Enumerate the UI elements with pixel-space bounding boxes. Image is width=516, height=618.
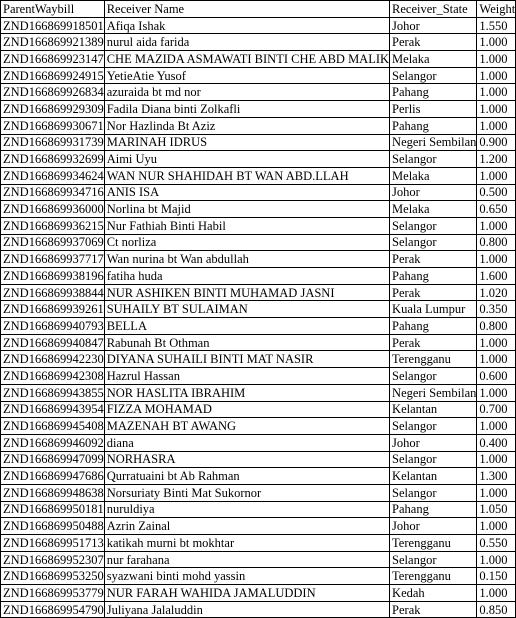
receiver-name-cell[interactable] <box>104 101 389 118</box>
table-row <box>1 301 516 318</box>
receiver-name-cell[interactable] <box>104 17 389 34</box>
receiver-name-cell[interactable] <box>104 184 389 201</box>
waybill-cell[interactable]: ZND166869943855 <box>1 384 105 401</box>
weight-cell[interactable]: 1.300 <box>477 468 516 485</box>
receiver-name-text: Azrin Zainal <box>106 519 171 534</box>
table-row <box>1 117 516 134</box>
receiver-name-text: DIYANA SUHAILI BINTI MAT NASIR <box>106 352 314 367</box>
receiver-state-cell[interactable]: Terengganu <box>390 351 477 368</box>
receiver-state-cell[interactable]: Negeri Sembilan <box>390 134 477 151</box>
receiver-name-cell[interactable] <box>104 434 389 451</box>
table-row <box>1 17 516 34</box>
receiver-state-cell[interactable]: Perak <box>390 601 477 618</box>
table-row <box>1 217 516 234</box>
receiver-name-text: Hazrul Hassan <box>106 368 180 383</box>
receiver-name-text: NUR ASHIKEN BINTI MUHAMAD JASNI <box>106 285 335 300</box>
receiver-name-text: Wan nurina bt Wan abdullah <box>106 252 249 267</box>
receiver-state-cell[interactable]: Melaka <box>390 201 477 218</box>
receiver-name-text: FIZZA MOHAMAD <box>106 402 212 417</box>
weight-cell[interactable]: 1.000 <box>477 551 516 568</box>
receiver-name-text: BELLA <box>106 318 147 333</box>
receiver-state-cell[interactable]: Selangor <box>390 551 477 568</box>
table-row <box>1 101 516 118</box>
receiver-state-cell[interactable]: Johor <box>390 17 477 34</box>
weight-cell[interactable]: 0.550 <box>477 535 516 552</box>
table-row <box>1 201 516 218</box>
waybill-cell[interactable]: ZND166869938196 <box>1 268 105 285</box>
table-row <box>1 401 516 418</box>
weight-cell[interactable]: 1.600 <box>477 268 516 285</box>
receiver-state-cell[interactable]: Selangor <box>390 67 477 84</box>
receiver-state-cell[interactable]: Selangor <box>390 151 477 168</box>
waybill-cell[interactable]: ZND166869931739 <box>1 134 105 151</box>
table-row <box>1 67 516 84</box>
receiver-name-text: Nur Fathiah Binti Habil <box>106 218 226 233</box>
weight-cell[interactable]: 1.000 <box>477 585 516 602</box>
receiver-state-cell[interactable]: Selangor <box>390 418 477 435</box>
receiver-state-cell[interactable]: Kuala Lumpur <box>390 301 477 318</box>
receiver-name-cell[interactable] <box>104 51 389 68</box>
receiver-name-text: ANIS ISA <box>106 185 160 200</box>
column-header-parent-waybill[interactable]: ParentWaybill <box>1 1 105 18</box>
waybill-cell[interactable]: ZND166869936215 <box>1 217 105 234</box>
weight-cell[interactable]: 1.050 <box>477 501 516 518</box>
receiver-state-cell[interactable]: Perak <box>390 334 477 351</box>
waybill-cell[interactable]: ZND166869953779 <box>1 585 105 602</box>
table-row <box>1 318 516 335</box>
receiver-state-cell[interactable]: Selangor <box>390 484 477 501</box>
table-row <box>1 468 516 485</box>
weight-cell[interactable]: 1.000 <box>477 451 516 468</box>
receiver-name-text: Qurratuaini bt Ab Rahman <box>106 469 240 484</box>
waybill-cell[interactable]: ZND166869938844 <box>1 284 105 301</box>
weight-cell[interactable]: 1.000 <box>477 334 516 351</box>
weight-cell[interactable]: 1.000 <box>477 34 516 51</box>
weight-cell[interactable]: 1.000 <box>477 101 516 118</box>
weight-cell[interactable]: 1.550 <box>477 17 516 34</box>
weight-cell[interactable]: 1.000 <box>477 117 516 134</box>
receiver-state-cell[interactable]: Pahang <box>390 84 477 101</box>
receiver-name-cell[interactable] <box>104 268 389 285</box>
table-row <box>1 434 516 451</box>
receiver-name-text: syazwani binti mohd yassin <box>106 569 246 584</box>
receiver-name-cell[interactable] <box>104 251 389 268</box>
weight-cell[interactable]: 0.900 <box>477 134 516 151</box>
waybill-cell[interactable]: ZND166869947686 <box>1 468 105 485</box>
weight-cell[interactable]: 1.020 <box>477 284 516 301</box>
receiver-state-cell[interactable]: Selangor <box>390 234 477 251</box>
receiver-name-cell[interactable] <box>104 501 389 518</box>
receiver-state-cell[interactable]: Johor <box>390 184 477 201</box>
waybill-cell[interactable]: ZND166869939261 <box>1 301 105 318</box>
weight-cell[interactable]: 1.000 <box>477 251 516 268</box>
column-header-receiver-state[interactable]: Receiver_State <box>390 1 477 18</box>
receiver-name-text: Ct norliza <box>106 235 157 250</box>
weight-cell[interactable]: 1.000 <box>477 384 516 401</box>
receiver-name-text: MAZENAH BT AWANG <box>106 419 237 434</box>
receiver-name-cell[interactable] <box>104 34 389 51</box>
receiver-name-text: Rabunah Bt Othman <box>106 335 210 350</box>
waybill-cell[interactable]: ZND166869934624 <box>1 167 105 184</box>
receiver-name-text: fatiha huda <box>106 268 163 283</box>
receiver-name-cell[interactable] <box>104 67 389 84</box>
receiver-state-cell[interactable]: Perak <box>390 284 477 301</box>
weight-cell[interactable]: 0.650 <box>477 201 516 218</box>
receiver-name-text: Nor Hazlinda Bt Aziz <box>106 118 216 133</box>
receiver-state-cell[interactable]: Perak <box>390 34 477 51</box>
table-row <box>1 251 516 268</box>
waybill-cell[interactable]: ZND166869942230 <box>1 351 105 368</box>
waybill-cell[interactable]: ZND166869929309 <box>1 101 105 118</box>
table-row <box>1 51 516 68</box>
receiver-name-cell[interactable] <box>104 334 389 351</box>
waybill-cell[interactable]: ZND166869940847 <box>1 334 105 351</box>
table-row <box>1 184 516 201</box>
receiver-name-cell[interactable] <box>104 418 389 435</box>
waybill-cell[interactable]: ZND166869940793 <box>1 318 105 335</box>
receiver-name-text: azuraida bt md nor <box>106 85 201 100</box>
receiver-name-text: NOR HASLITA IBRAHIM <box>106 385 246 400</box>
receiver-name-cell[interactable] <box>104 318 389 335</box>
weight-cell[interactable]: 0.800 <box>477 234 516 251</box>
weight-cell[interactable]: 0.700 <box>477 401 516 418</box>
table-row <box>1 484 516 501</box>
table-row <box>1 551 516 568</box>
waybill-cell[interactable]: ZND166869946092 <box>1 434 105 451</box>
receiver-state-cell[interactable]: Terengganu <box>390 535 477 552</box>
receiver-state-cell[interactable]: Melaka <box>390 167 477 184</box>
receiver-state-cell[interactable]: Kedah <box>390 585 477 602</box>
receiver-name-cell[interactable] <box>104 151 389 168</box>
weight-cell[interactable]: 1.000 <box>477 51 516 68</box>
receiver-name-cell[interactable] <box>104 284 389 301</box>
receiver-name-cell[interactable] <box>104 535 389 552</box>
table-row <box>1 234 516 251</box>
receiver-name-cell[interactable] <box>104 167 389 184</box>
receiver-name-text: YetieAtie Yusof <box>106 68 186 83</box>
table-row <box>1 384 516 401</box>
receiver-name-text: diana <box>106 435 134 450</box>
waybill-cell[interactable]: ZND166869924915 <box>1 67 105 84</box>
receiver-name-text: nurul aida farida <box>106 35 190 50</box>
waybill-cell[interactable]: ZND166869937717 <box>1 251 105 268</box>
receiver-name-text: Afiqa Ishak <box>106 18 166 33</box>
receiver-state-cell[interactable]: Terengganu <box>390 568 477 585</box>
waybill-cell[interactable]: ZND166869952307 <box>1 551 105 568</box>
table-body <box>1 17 516 618</box>
receiver-state-cell[interactable]: Pahang <box>390 501 477 518</box>
receiver-name-text: MARINAH IDRUS <box>106 135 208 150</box>
waybill-cell[interactable]: ZND166869932699 <box>1 151 105 168</box>
receiver-name-text: CHE MAZIDA ASMAWATI BINTI CHE ABD MALIK <box>106 51 390 66</box>
waybill-cell[interactable]: ZND166869954790 <box>1 601 105 618</box>
receiver-name-text: katikah murni bt mokhtar <box>106 535 235 550</box>
waybill-cell[interactable]: ZND166869943954 <box>1 401 105 418</box>
receiver-state-cell[interactable]: Pahang <box>390 268 477 285</box>
receiver-name-cell[interactable] <box>104 468 389 485</box>
receiver-name-text: Aimi Uyu <box>106 152 158 167</box>
receiver-name-cell[interactable] <box>104 134 389 151</box>
weight-cell[interactable]: 0.400 <box>477 434 516 451</box>
table-row <box>1 351 516 368</box>
weight-cell[interactable]: 0.800 <box>477 318 516 335</box>
waybill-cell[interactable]: ZND166869936000 <box>1 201 105 218</box>
receiver-state-cell[interactable]: Melaka <box>390 51 477 68</box>
receiver-name-cell[interactable] <box>104 84 389 101</box>
receiver-name-cell[interactable] <box>104 301 389 318</box>
table-row <box>1 284 516 301</box>
weight-cell[interactable]: 1.000 <box>477 518 516 535</box>
receiver-name-cell[interactable] <box>104 518 389 535</box>
table-row <box>1 268 516 285</box>
table-row <box>1 167 516 184</box>
table-row <box>1 368 516 385</box>
receiver-name-cell[interactable] <box>104 601 389 618</box>
receiver-name-cell[interactable] <box>104 451 389 468</box>
receiver-name-text: NUR FARAH WAHIDA JAMALUDDIN <box>106 585 316 600</box>
table-row <box>1 518 516 535</box>
table-row <box>1 84 516 101</box>
receiver-state-cell[interactable]: Perlis <box>390 101 477 118</box>
receiver-state-cell[interactable]: Selangor <box>390 451 477 468</box>
receiver-name-text: NORHASRA <box>106 452 176 467</box>
table-row <box>1 151 516 168</box>
weight-cell[interactable]: 1.000 <box>477 67 516 84</box>
waybill-cell[interactable]: ZND166869948638 <box>1 484 105 501</box>
waybill-cell[interactable]: ZND166869937069 <box>1 234 105 251</box>
receiver-name-cell[interactable] <box>104 117 389 134</box>
receiver-state-cell[interactable]: Selangor <box>390 368 477 385</box>
weight-cell[interactable]: 1.000 <box>477 217 516 234</box>
weight-cell[interactable]: 0.500 <box>477 184 516 201</box>
receiver-name-cell[interactable] <box>104 368 389 385</box>
table-row <box>1 535 516 552</box>
waybill-cell[interactable]: ZND166869945408 <box>1 418 105 435</box>
receiver-name-cell[interactable] <box>104 551 389 568</box>
weight-cell[interactable]: 0.150 <box>477 568 516 585</box>
receiver-state-cell[interactable]: Negeri Sembilan <box>390 384 477 401</box>
weight-cell[interactable]: 1.000 <box>477 484 516 501</box>
receiver-state-cell[interactable]: Selangor <box>390 217 477 234</box>
weight-cell[interactable]: 1.200 <box>477 151 516 168</box>
column-header-receiver-name[interactable]: Receiver Name <box>104 1 389 18</box>
table-row <box>1 451 516 468</box>
receiver-state-cell[interactable]: Perak <box>390 251 477 268</box>
receiver-name-cell[interactable] <box>104 484 389 501</box>
receiver-name-text: Fadila Diana binti Zolkafli <box>106 101 241 116</box>
receiver-name-cell[interactable] <box>104 201 389 218</box>
weight-cell[interactable]: 0.350 <box>477 301 516 318</box>
weight-cell[interactable]: 1.000 <box>477 167 516 184</box>
table-row <box>1 585 516 602</box>
receiver-name-cell[interactable] <box>104 401 389 418</box>
waybill-cell[interactable]: ZND166869950181 <box>1 501 105 518</box>
waybill-cell[interactable]: ZND166869918501 <box>1 17 105 34</box>
header-row <box>1 1 516 18</box>
table-row <box>1 501 516 518</box>
weight-cell[interactable]: 1.000 <box>477 418 516 435</box>
table-row <box>1 418 516 435</box>
receiver-name-cell[interactable] <box>104 585 389 602</box>
table-row <box>1 334 516 351</box>
column-header-weight[interactable]: Weight <box>477 1 516 18</box>
weight-cell[interactable]: 1.000 <box>477 351 516 368</box>
receiver-state-cell[interactable]: Pahang <box>390 117 477 134</box>
weight-cell[interactable]: 0.600 <box>477 368 516 385</box>
waybill-cell[interactable]: ZND166869923147 <box>1 51 105 68</box>
receiver-state-cell[interactable]: Johor <box>390 434 477 451</box>
waybill-cell[interactable]: ZND166869947099 <box>1 451 105 468</box>
waybill-cell[interactable]: ZND166869934716 <box>1 184 105 201</box>
receiver-name-text: Norsuriaty Binti Mat Sukornor <box>106 485 262 500</box>
waybill-cell[interactable]: ZND166869926834 <box>1 84 105 101</box>
receiver-name-cell[interactable] <box>104 568 389 585</box>
table-row <box>1 134 516 151</box>
receiver-state-cell[interactable]: Kelantan <box>390 401 477 418</box>
receiver-state-cell[interactable]: Pahang <box>390 318 477 335</box>
table-row <box>1 568 516 585</box>
waybill-cell[interactable]: ZND166869930671 <box>1 117 105 134</box>
waybill-cell[interactable]: ZND166869950488 <box>1 518 105 535</box>
receiver-name-text: WAN NUR SHAHIDAH BT WAN ABD.LLAH <box>106 168 349 183</box>
receiver-state-cell[interactable]: Kelantan <box>390 468 477 485</box>
receiver-name-cell[interactable] <box>104 234 389 251</box>
weight-cell[interactable]: 0.850 <box>477 601 516 618</box>
receiver-name-cell[interactable] <box>104 351 389 368</box>
receiver-state-cell[interactable]: Johor <box>390 518 477 535</box>
receiver-name-text: SUHAILY BT SULAIMAN <box>106 302 248 317</box>
waybill-cell[interactable]: ZND166869921389 <box>1 34 105 51</box>
receiver-name-cell[interactable] <box>104 384 389 401</box>
receiver-name-text: nuruldiya <box>106 502 155 517</box>
receiver-name-text: Juliyana Jalaluddin <box>106 602 203 617</box>
receiver-name-cell[interactable] <box>104 217 389 234</box>
table-row <box>1 34 516 51</box>
receiver-name-text: nur farahana <box>106 552 170 567</box>
table-row <box>1 601 516 618</box>
receiver-name-text: Norlina bt Majid <box>106 202 191 217</box>
waybill-cell[interactable]: ZND166869953250 <box>1 568 105 585</box>
waybill-cell[interactable]: ZND166869942308 <box>1 368 105 385</box>
weight-cell[interactable]: 1.000 <box>477 84 516 101</box>
waybill-cell[interactable]: ZND166869951713 <box>1 535 105 552</box>
